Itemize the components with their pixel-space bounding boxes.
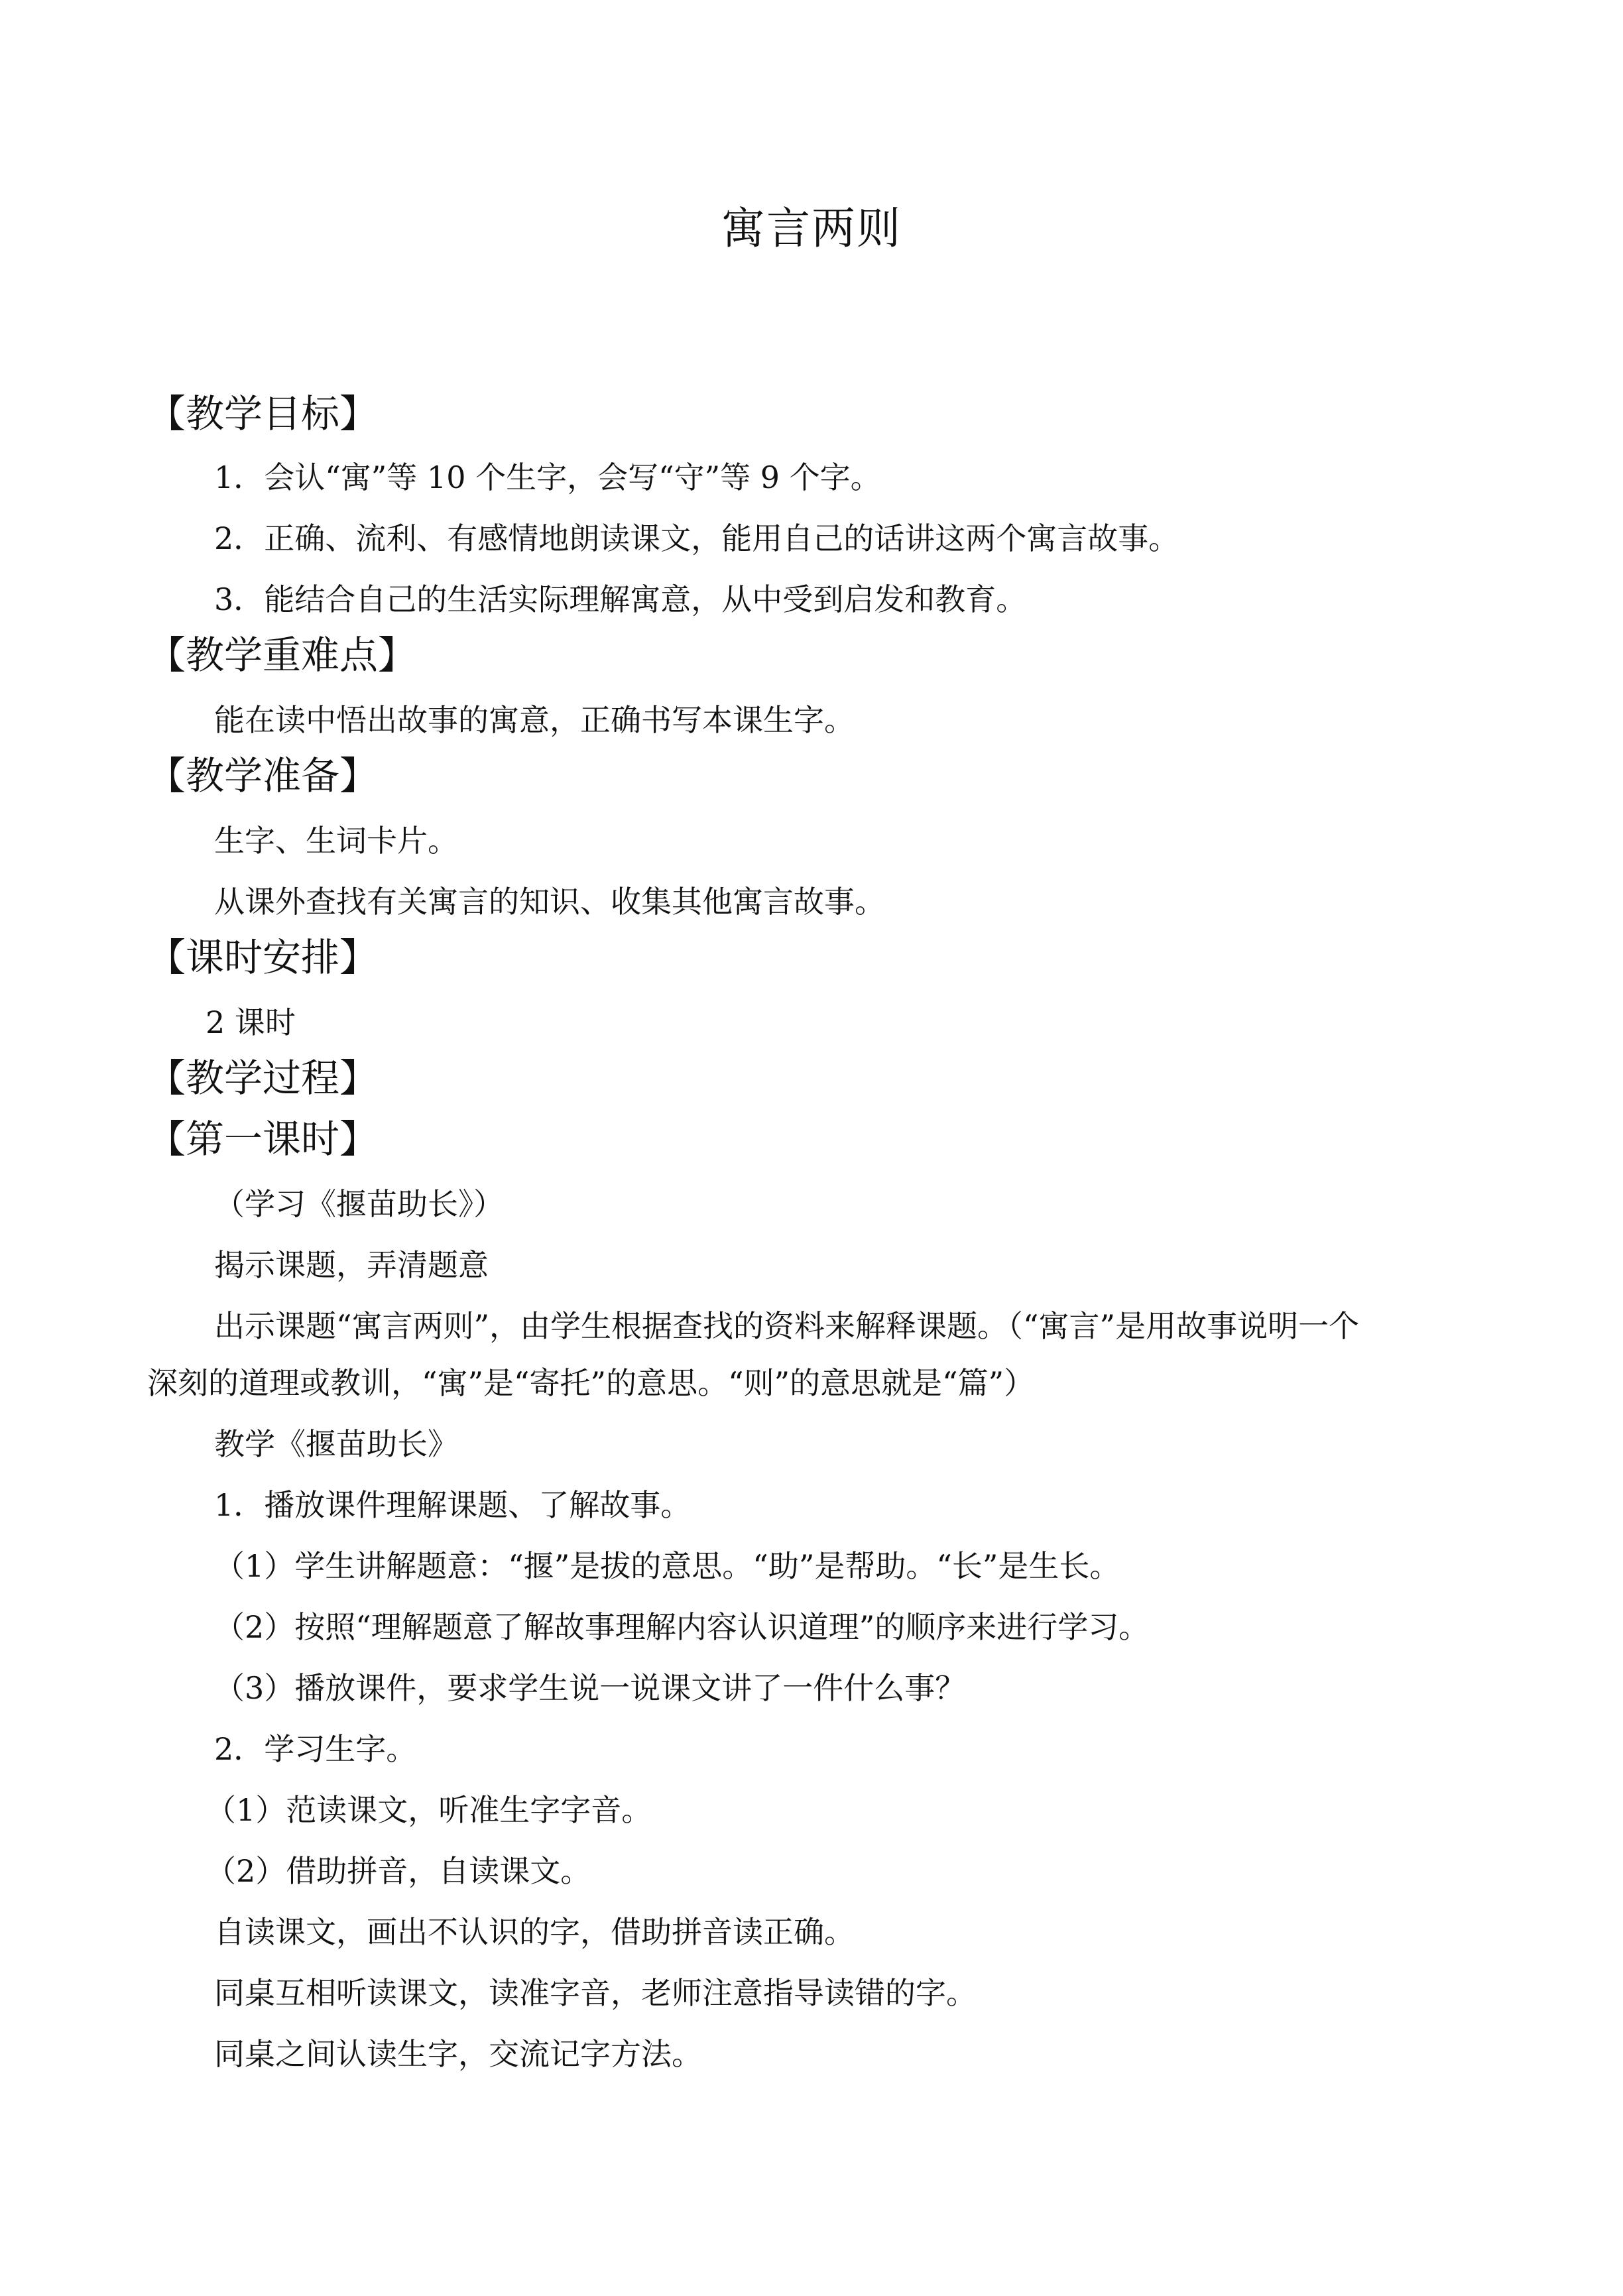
- document-title: 寓言两则: [721, 203, 902, 254]
- preparation-item-1: 生字、生词卡片。: [214, 823, 458, 859]
- heading-first-lesson: 【第一课时】: [147, 1117, 379, 1162]
- paragraph-line-1: 出示课题“寓言两则”，由学生根据查找的资料来解释课题。（“寓言”是用故事说明一个: [214, 1308, 1360, 1344]
- objective-item-3: 3．能结合自己的生活实际理解寓意，从中受到启发和教育。: [214, 581, 1027, 617]
- paragraph-line-2: 深刻的道理或教训，“寓”是“寄托”的意思。“则”的意思就是“篇”）: [147, 1365, 1035, 1401]
- step-1-sub-2: （2）按照“理解题意了解故事理解内容认识道理”的顺序来进行学习。: [214, 1609, 1150, 1645]
- heading-class-schedule: 【课时安排】: [147, 935, 379, 980]
- reading-instruction-1: 自读课文，画出不认识的字，借助拼音读正确。: [214, 1914, 855, 1950]
- heading-teaching-preparation: 【教学准备】: [147, 753, 379, 798]
- difficulty-text: 能在读中悟出故事的寓意，正确书写本课生字。: [214, 702, 855, 738]
- step-2-sub-1: （1）范读课文，听准生字字音。: [206, 1792, 652, 1828]
- heading-teaching-process: 【教学过程】: [147, 1056, 379, 1101]
- objective-item-2: 2．正确、流利、有感情地朗读课文，能用自己的话讲这两个寓言故事。: [214, 520, 1179, 556]
- step-1-sub-3: （3）播放课件，要求学生说一说课文讲了一件什么事？: [214, 1670, 966, 1706]
- lesson-topic: （学习《揠苗助长》）: [214, 1186, 504, 1222]
- teaching-story-heading: 教学《揠苗助长》: [214, 1426, 458, 1462]
- reading-instruction-3: 同桌之间认读生字，交流记字方法。: [214, 2036, 702, 2072]
- reading-instruction-2: 同桌互相听读课文，读准字音，老师注意指导读错的字。: [214, 1975, 977, 2011]
- step-1: 1．播放课件理解课题、了解故事。: [214, 1487, 691, 1523]
- heading-teaching-objectives: 【教学目标】: [147, 391, 379, 436]
- step-2-sub-2: （2）借助拼音，自读课文。: [206, 1853, 591, 1889]
- objective-item-1: 1．会认“寓”等 10 个生字，会写“守”等 9 个字。: [214, 459, 881, 495]
- reveal-title-heading: 揭示课题，弄清题意: [214, 1247, 489, 1283]
- step-1-sub-1: （1）学生讲解题意：“揠”是拔的意思。“助”是帮助。“长”是生长。: [214, 1548, 1120, 1584]
- preparation-item-2: 从课外查找有关寓言的知识、收集其他寓言故事。: [214, 884, 885, 920]
- schedule-text: 2 课时: [206, 1004, 296, 1040]
- step-2: 2．学习生字。: [214, 1731, 417, 1767]
- heading-key-difficulties: 【教学重难点】: [147, 633, 417, 678]
